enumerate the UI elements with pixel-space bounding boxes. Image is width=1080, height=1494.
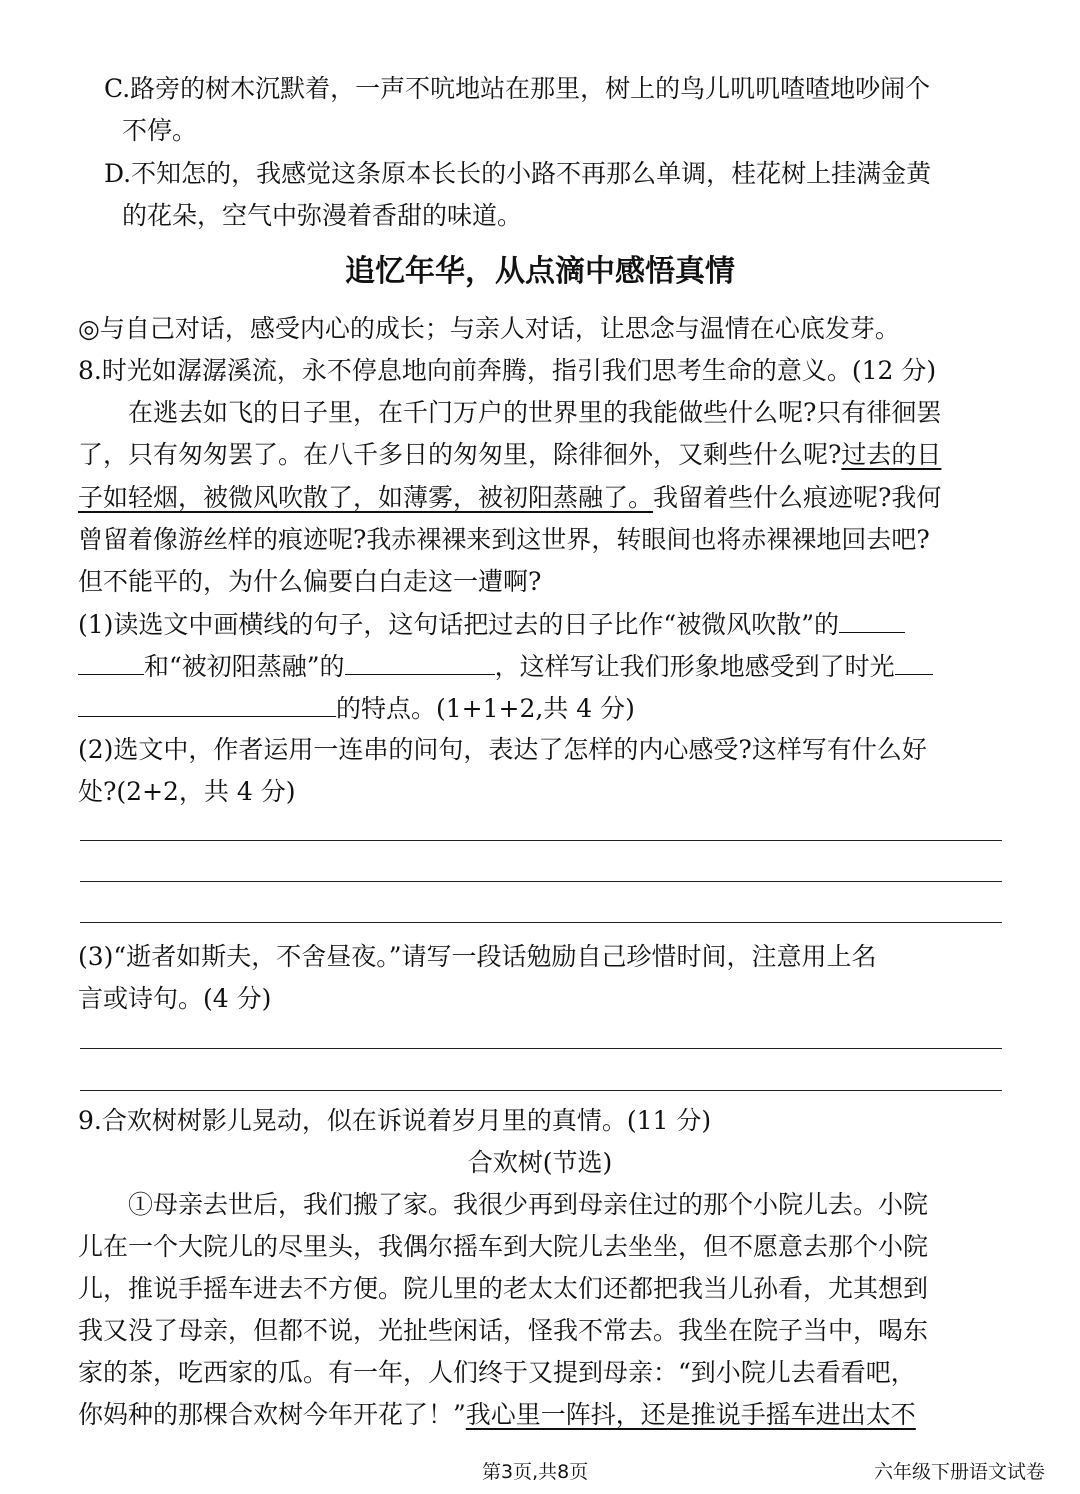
- q9-passage-title: 合欢树(节选): [467, 1148, 613, 1177]
- q9-passage-text: 你妈种的那棵合欢树今年开花了！”: [78, 1400, 466, 1429]
- q8-passage-line: 曾留着像游丝样的痕迹呢?我赤裸裸来到这世界，转眼间也将赤裸裸地回去吧?: [78, 525, 930, 554]
- q8-passage-text: 了，只有匆匆罢了。在八千多日的匆匆里，除徘徊外，又剩些什么呢?: [78, 440, 842, 469]
- section-intro: ◎与自己对话，感受内心的成长；与亲人对话，让思念与温情在心底发芽。: [78, 314, 900, 343]
- q8-underlined-sentence: 过去的日: [841, 440, 942, 469]
- q9-underlined-sentence: 我心里一阵抖，还是推说手摇车进出太不: [465, 1400, 916, 1429]
- q8-heading: 8.时光如潺潺溪流，永不停息地向前奔腾，指引我们思考生命的意义。(12 分): [78, 356, 937, 385]
- q8-sub1-text: ，这样写让我们形象地感受到了时光: [494, 652, 895, 681]
- option-c-line1: C.路旁的树木沉默着，一声不吭地站在那里，树上的鸟儿叽叽喳喳地吵闹个: [104, 74, 931, 103]
- q9-passage-line: [78, 1398, 916, 1432]
- q8-passage-line: [78, 481, 941, 515]
- option-d-line1: D.不知怎的，我感觉这条原本长长的小路不再那么单调，桂花树上挂满金黄: [104, 159, 932, 188]
- answer-line[interactable]: [80, 1090, 1002, 1091]
- q8-passage-line: [78, 438, 941, 472]
- answer-blank-3-cont[interactable]: [78, 690, 336, 717]
- answer-line[interactable]: [80, 1048, 1002, 1049]
- q9-passage-line: 我又没了母亲，但都不说，光扯些闲话，怪我不常去。我坐在院子当中，喝东: [78, 1316, 929, 1345]
- answer-line[interactable]: [80, 881, 1002, 882]
- q8-sub2-line2: 处?(2+2，共 4 分): [78, 777, 296, 806]
- q9-passage-line: 儿在一个大院儿的尽里头，我偶尔摇车到大院儿去坐坐，但不愿意去那个小院: [78, 1232, 929, 1261]
- section-title: 追忆年华，从点滴中感悟真情: [345, 254, 735, 289]
- exam-title-footer: 六年级下册语文试卷: [874, 1461, 1046, 1483]
- q8-sub1-line3: [78, 690, 635, 726]
- page-number: 第3页,共8页: [482, 1461, 589, 1483]
- answer-blank-1-cont[interactable]: [78, 648, 144, 675]
- answer-blank-1[interactable]: [839, 606, 905, 633]
- q9-passage-line: 儿，推说手摇车进去不方便。院儿里的老太太们还都把我当儿孙看，尤其想到: [78, 1274, 929, 1303]
- q8-passage-text: 我留着些什么痕迹呢?我何: [653, 483, 942, 512]
- q8-passage-line: 在逃去如飞的日子里，在千门万户的世界里的我能做些什么呢?只有徘徊罢: [128, 398, 942, 427]
- answer-line[interactable]: [80, 840, 1002, 841]
- q9-passage-line: 家的茶，吃西家的瓜。有一年，人们终于又提到母亲：“到小院儿去看看吧，: [78, 1358, 916, 1387]
- option-c-line2: 不停。: [122, 116, 198, 145]
- option-d-line2: 的花朵，空气中弥漫着香甜的味道。: [122, 201, 523, 230]
- q8-sub3-line2: 言或诗句。(4 分): [78, 984, 272, 1013]
- q8-sub1-text: 的特点。(1+1+2,共 4 分): [336, 694, 635, 723]
- answer-blank-2[interactable]: [345, 648, 495, 675]
- answer-blank-3[interactable]: [895, 648, 933, 675]
- answer-line[interactable]: [80, 922, 1002, 923]
- q8-sub2-line1: (2)选文中，作者运用一连串的问句，表达了怎样的内心感受?这样写有什么好: [78, 735, 927, 764]
- q8-passage-line: 但不能平的，为什么偏要白白走这一遭啊?: [78, 567, 542, 596]
- q9-passage-line: ①母亲去世后，我们搬了家。我很少再到母亲住过的那个小院儿去。小院: [128, 1190, 929, 1219]
- q8-sub1-line1: [78, 606, 905, 642]
- q8-underlined-sentence: 子如轻烟，被微风吹散了，如薄雾，被初阳蒸融了。: [78, 483, 654, 512]
- q9-heading: 9.合欢树树影儿晃动，似在诉说着岁月里的真情。(11 分): [78, 1106, 712, 1135]
- q8-sub3-line1: (3)“逝者如斯夫，不舍昼夜。”请写一段话勉励自己珍惜时间，注意用上名: [78, 942, 877, 971]
- q8-sub1-text: 和“被初阳蒸融”的: [144, 652, 345, 681]
- q8-sub1-line2: [78, 648, 933, 684]
- q8-sub1-text: (1)读选文中画横线的句子，这句话把过去的日子比作“被微风吹散”的: [78, 610, 839, 639]
